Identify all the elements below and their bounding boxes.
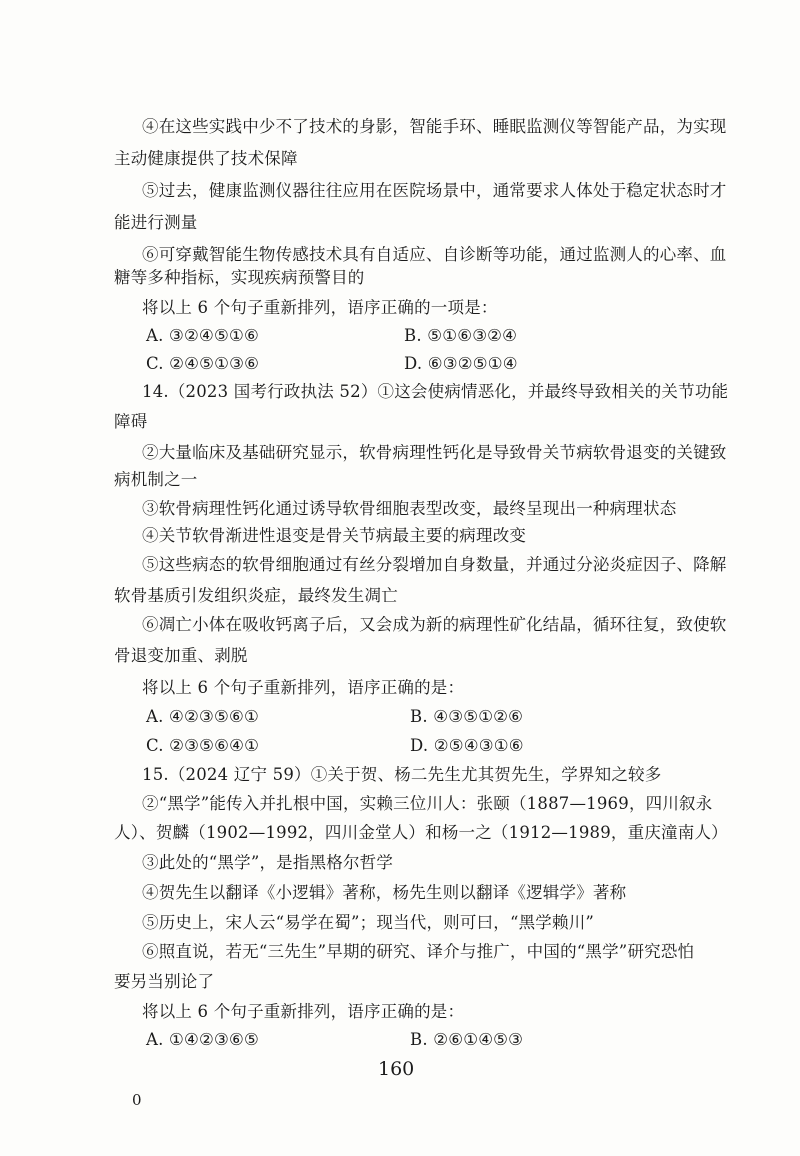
q13-sentence-6-cont: 糖等多种指标，实现疾病预警目的 — [114, 268, 365, 287]
q14-sentence-2-cont: 病机制之一 — [114, 470, 198, 489]
q14-sentence-5: ⑤这些病态的软骨细胞通过有丝分裂增加自身数量，并通过分泌炎症因子、降解 — [142, 555, 727, 574]
q13-sentence-4-cont: 主动健康提供了技术保障 — [114, 149, 298, 168]
q14-prompt: 将以上 6 个句子重新排列，语序正确的是： — [142, 678, 465, 697]
q15-sentence-6: ⑥照直说，若无“三先生”早期的研究、译介与推广，中国的“黑学”研究恐怕 — [142, 942, 695, 961]
q15-sentence-3: ③此处的“黑学”，是指黑格尔哲学 — [142, 853, 394, 872]
q14-sentence-6: ⑥凋亡小体在吸收钙离子后，又会成为新的病理性矿化结晶，循环往复，致使软 — [142, 615, 727, 634]
q14-option-b: B. ④③⑤①②⑥ — [410, 707, 524, 726]
q14-option-a: A. ④②③⑤⑥① — [146, 707, 259, 726]
q15-sentence-4: ④贺先生以翻译《小逻辑》著称，杨先生则以翻译《逻辑学》著称 — [142, 883, 627, 902]
q14-sentence-2: ②大量临床及基础研究显示，软骨病理性钙化是导致骨关节病软骨退变的关键致 — [142, 443, 727, 462]
q13-sentence-5-cont: 能进行测量 — [114, 213, 198, 232]
q15-prompt: 将以上 6 个句子重新排列，语序正确的是： — [142, 1002, 465, 1021]
q13-sentence-6: ⑥可穿戴智能生物传感技术具有自适应、自诊断等功能，通过监测人的心率、血 — [142, 245, 727, 264]
q15-option-b: B. ②⑥①④⑤③ — [410, 1030, 524, 1049]
q15-sentence-2-cont: 人）、贺麟（1902—1992，四川金堂人）和杨一之（1912—1989，重庆潼南人） — [114, 823, 728, 842]
q14-sentence-1-cont: 障碍 — [114, 412, 148, 431]
q15-sentence-5: ⑤历史上，宋人云“易学在蜀”；现当代，则可曰，“黑学赖川” — [142, 913, 595, 932]
q14-option-d: D. ②⑤④③①⑥ — [410, 736, 524, 755]
q13-option-b: B. ⑤①⑥③②④ — [404, 326, 518, 345]
q13-option-d: D. ⑥③②⑤①④ — [404, 354, 518, 373]
page-number: 160 — [378, 1058, 415, 1080]
q14-sentence-1: 14.（2023 国考行政执法 52）①这会使病情恶化，并最终导致相关的关节功能 — [142, 382, 729, 401]
q13-option-c: C. ②④⑤①③⑥ — [146, 354, 260, 373]
q14-sentence-4: ④关节软骨渐进性退变是骨关节病最主要的病理改变 — [142, 526, 527, 545]
q14-sentence-3: ③软骨病理性钙化通过诱导软骨细胞表型改变，最终呈现出一种病理状态 — [142, 499, 677, 518]
q15-sentence-2: ②“黑学”能传入并扎根中国，实赖三位川人：张颐（1887—1969，四川叙永 — [142, 794, 713, 813]
q15-sentence-1: 15.（2024 辽宁 59）①关于贺、杨二先生尤其贺先生，学界知之较多 — [142, 765, 662, 784]
q13-option-a: A. ③②④⑤①⑥ — [146, 326, 259, 345]
q14-sentence-5-cont: 软骨基质引发组织炎症，最终发生凋亡 — [114, 586, 398, 605]
q13-sentence-5: ⑤过去，健康监测仪器往往应用在医院场景中，通常要求人体处于稳定状态时才 — [142, 181, 727, 200]
q15-sentence-6-cont: 要另当别论了 — [114, 972, 215, 991]
q13-sentence-4: ④在这些实践中少不了技术的身影，智能手环、睡眠监测仪等智能产品，为实现 — [142, 117, 727, 136]
q15-option-a: A. ①④②③⑥⑤ — [146, 1030, 259, 1049]
q14-option-c: C. ②③⑤⑥④① — [146, 736, 260, 755]
q14-sentence-6-cont: 骨退变加重、剥脱 — [114, 646, 248, 665]
corner-mark: 0 — [132, 1091, 142, 1109]
q13-prompt: 将以上 6 个句子重新排列，语序正确的一项是： — [142, 298, 498, 317]
